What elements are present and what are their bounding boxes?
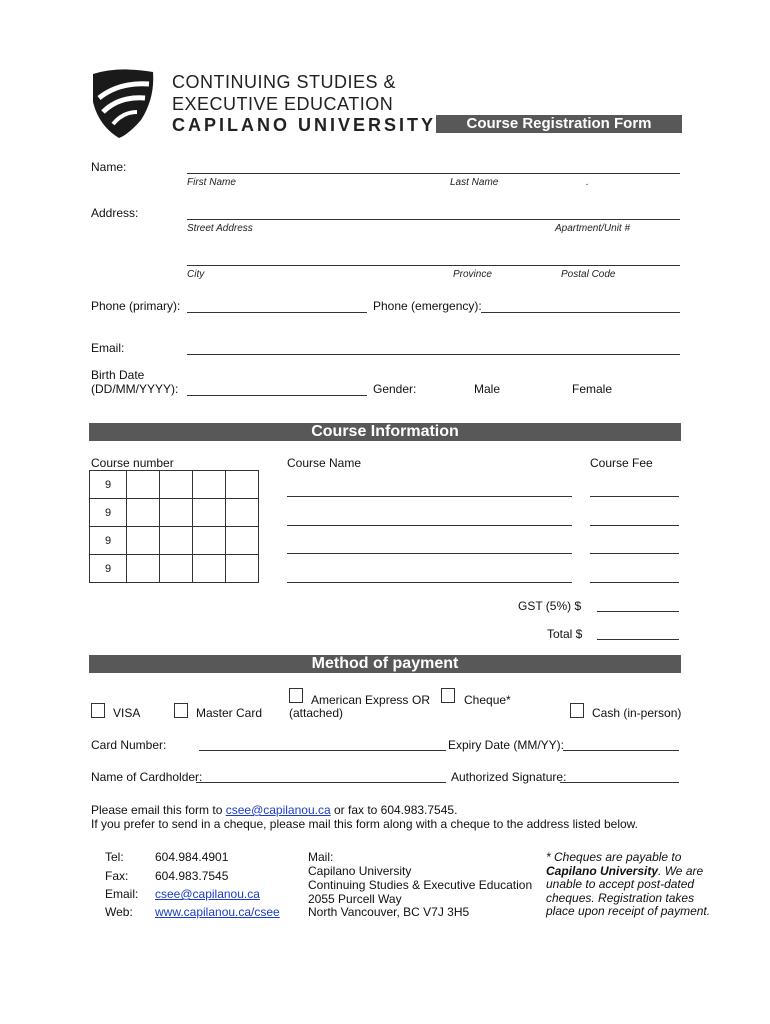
street-address-field[interactable]: [187, 219, 680, 220]
course-digit-cell[interactable]: [226, 527, 259, 555]
instructions-email-link[interactable]: csee@capilanou.ca: [225, 803, 331, 817]
last-name-caption: Last Name: [450, 177, 499, 188]
course-digit-cell[interactable]: [193, 499, 226, 527]
expiry-date-field[interactable]: [563, 750, 679, 751]
address-label: Address:: [91, 206, 139, 220]
cash-checkbox[interactable]: [570, 703, 584, 718]
course-information-header: Course Information: [89, 423, 681, 441]
course-digit-cell[interactable]: [127, 499, 160, 527]
contact-email-link[interactable]: csee@capilanou.ca: [155, 887, 260, 901]
course-digit-cell[interactable]: [160, 499, 193, 527]
total-label: Total $: [547, 627, 583, 641]
course-digit-cell[interactable]: [193, 555, 226, 583]
apartment-caption: Apartment/Unit #: [555, 223, 631, 234]
course-name-field[interactable]: [287, 525, 572, 526]
signature-field[interactable]: [560, 782, 679, 783]
gst-field[interactable]: [597, 611, 679, 612]
capilano-logo-icon: [89, 68, 155, 138]
cash-label: Cash (in-person): [592, 706, 682, 720]
course-fee-field[interactable]: [590, 582, 679, 583]
mastercard-checkbox[interactable]: [174, 703, 188, 718]
amex-label: American Express: [311, 693, 409, 707]
cardholder-field[interactable]: [196, 782, 446, 783]
logo-line-3: CAPILANO UNIVERSITY: [172, 115, 437, 135]
total-field[interactable]: [597, 639, 679, 640]
mail-line-5: North Vancouver, BC V7J 3H5: [308, 905, 470, 919]
gender-female-option[interactable]: Female: [572, 382, 613, 396]
web-link[interactable]: www.capilanou.ca/csee: [155, 905, 280, 919]
note-line-4: cheques. Registration takes: [546, 891, 695, 905]
course-prefix-cell: 9: [90, 499, 127, 527]
note-line-2-rest: . We are: [658, 864, 704, 878]
course-name-field[interactable]: [287, 496, 572, 497]
mail-line-1: Mail:: [308, 850, 334, 864]
tel-label: Tel:: [105, 850, 124, 864]
course-prefix-cell: 9: [90, 471, 127, 499]
web-label: Web:: [105, 905, 133, 919]
cheque-checkbox[interactable]: [441, 688, 455, 703]
mail-line-3: Continuing Studies & Executive Education: [308, 878, 533, 892]
course-digit-cell[interactable]: [127, 555, 160, 583]
phone-primary-label: Phone (primary):: [91, 299, 181, 313]
course-prefix-cell: 9: [90, 527, 127, 555]
course-digit-cell[interactable]: [193, 527, 226, 555]
table-row: [90, 555, 259, 583]
form-title: Course Registration Form: [436, 115, 682, 133]
note-line-3: unable to accept post-dated: [546, 877, 695, 891]
postal-code-caption: Postal Code: [561, 269, 616, 280]
table-row: [90, 527, 259, 555]
mail-line-2: Capilano University: [308, 864, 412, 878]
phone-emergency-label: Phone (emergency):: [373, 299, 482, 313]
amex-checkbox[interactable]: [289, 688, 303, 703]
course-name-field[interactable]: [287, 553, 572, 554]
course-fee-field[interactable]: [590, 496, 679, 497]
province-caption: Province: [453, 269, 492, 280]
email-instructions-pre: Please email this form to: [91, 803, 226, 817]
course-name-field[interactable]: [287, 582, 572, 583]
mastercard-label: Master Card: [196, 706, 263, 720]
course-digit-cell[interactable]: [226, 555, 259, 583]
email-instructions-post: or fax to 604.983.7545.: [330, 803, 458, 817]
course-name-header: Course Name: [287, 456, 362, 470]
street-address-caption: Street Address: [187, 223, 253, 234]
birth-date-label-1: Birth Date: [91, 368, 145, 382]
course-fee-header: Course Fee: [590, 456, 653, 470]
visa-checkbox[interactable]: [91, 703, 105, 718]
phone-emergency-field[interactable]: [481, 312, 680, 313]
course-number-grid: [89, 470, 259, 583]
course-digit-cell[interactable]: [226, 471, 259, 499]
name-field[interactable]: [187, 173, 680, 174]
table-row: [90, 471, 259, 499]
email-label: Email:: [91, 341, 125, 355]
fax-label: Fax:: [105, 869, 129, 883]
city-caption: City: [187, 269, 205, 280]
course-digit-cell[interactable]: [127, 471, 160, 499]
note-line-1: * Cheques are payable to: [546, 850, 682, 864]
note-line-2: [546, 864, 703, 878]
cardholder-label: Name of Cardholder:: [91, 770, 203, 784]
or-label: OR: [412, 693, 430, 707]
table-row: [90, 499, 259, 527]
phone-primary-field[interactable]: [187, 312, 367, 313]
course-digit-cell[interactable]: [193, 471, 226, 499]
city-field[interactable]: [187, 265, 680, 266]
tel-value: 604.984.4901: [155, 850, 229, 864]
visa-label: VISA: [113, 706, 141, 720]
course-digit-cell[interactable]: [226, 499, 259, 527]
first-name-caption: First Name: [187, 177, 236, 188]
gender-male-option[interactable]: Male: [474, 382, 501, 396]
email-field[interactable]: [187, 354, 680, 355]
note-payee: Capilano University: [546, 864, 659, 878]
name-label: Name:: [91, 160, 127, 174]
dot-caption: .: [586, 177, 589, 188]
email-instructions: [91, 803, 457, 817]
expiry-date-label: Expiry Date (MM/YY):: [448, 738, 565, 752]
course-digit-cell[interactable]: [160, 555, 193, 583]
birth-date-label-2: (DD/MM/YYYY):: [91, 382, 179, 396]
attached-label: (attached): [289, 706, 344, 720]
course-fee-field[interactable]: [590, 553, 679, 554]
signature-label: Authorized Signature:: [451, 770, 567, 784]
birth-date-field[interactable]: [187, 395, 367, 396]
card-number-field[interactable]: [199, 750, 446, 751]
course-fee-field[interactable]: [590, 525, 679, 526]
note-line-5: place upon receipt of payment.: [546, 904, 711, 918]
course-digit-cell[interactable]: [127, 527, 160, 555]
contact-email-label: Email:: [105, 887, 139, 901]
course-number-header: Course number: [91, 456, 174, 470]
card-number-label: Card Number:: [91, 738, 167, 752]
course-prefix-cell: 9: [90, 555, 127, 583]
course-digit-cell[interactable]: [160, 471, 193, 499]
method-of-payment-header: Method of payment: [89, 655, 681, 673]
mail-line-4: 2055 Purcell Way: [308, 892, 402, 906]
course-digit-cell[interactable]: [160, 527, 193, 555]
gender-label: Gender:: [373, 382, 417, 396]
logo-line-2: EXECUTIVE EDUCATION: [172, 94, 394, 114]
fax-value: 604.983.7545: [155, 869, 229, 883]
gst-label: GST (5%) $: [518, 599, 582, 613]
cheque-label: Cheque*: [464, 693, 511, 707]
logo-line-1: CONTINUING STUDIES &: [172, 72, 397, 92]
cheque-instructions: If you prefer to send in a cheque, please mail this form along with a cheque to the address listed below.: [91, 817, 638, 831]
